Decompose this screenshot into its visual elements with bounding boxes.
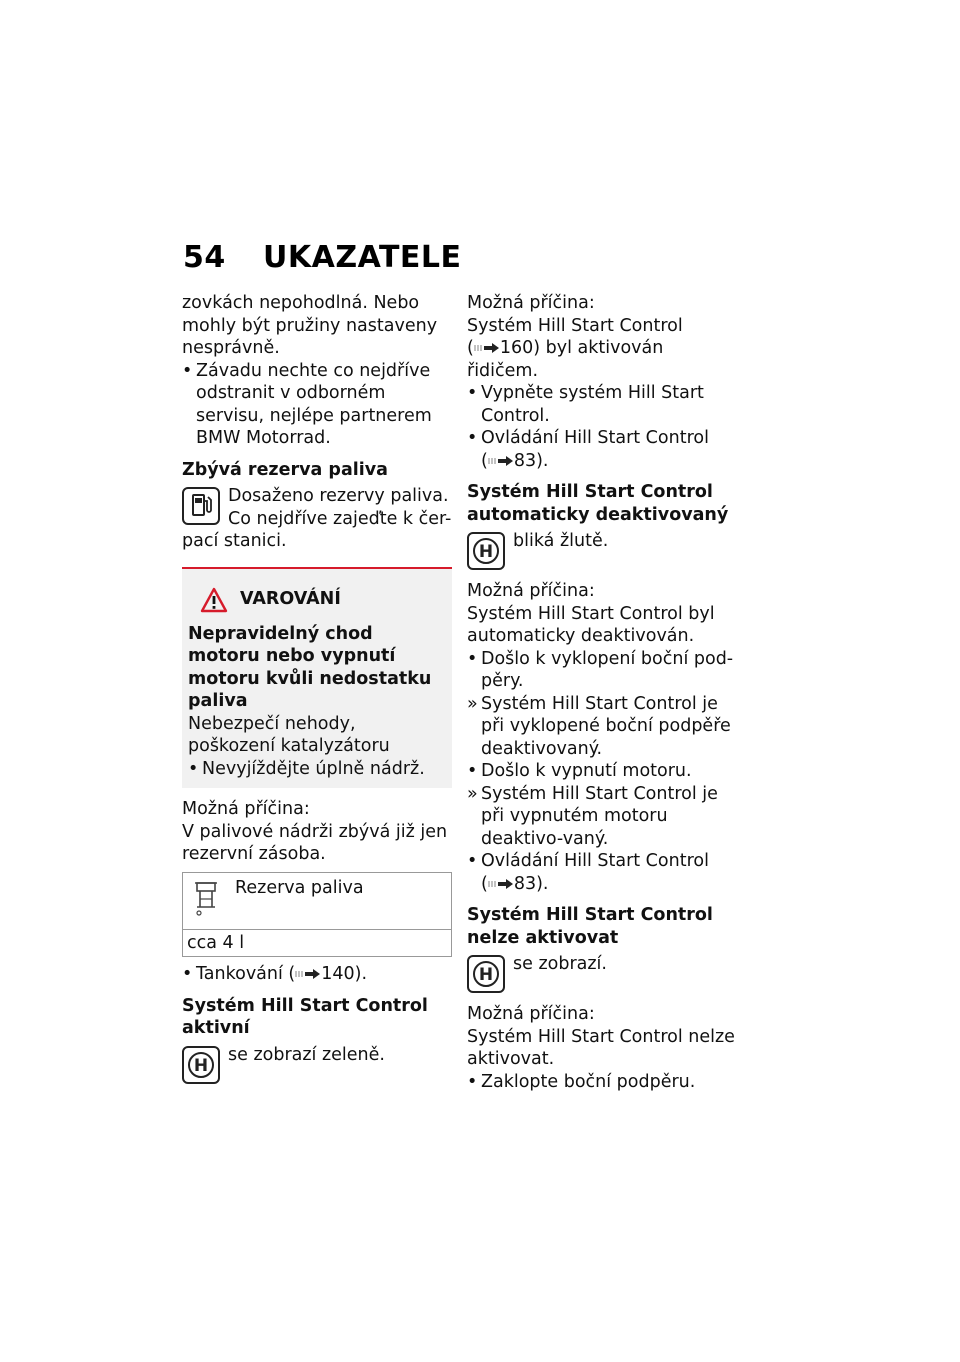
hsc-active-text: se zobrazí zeleně. xyxy=(228,1044,385,1065)
cannot-text: se zobrazí. xyxy=(513,954,607,974)
intro-bullet: • Závadu nechte co nejdříve odstranit v odborném servisu, nejlépe partnerem BMW Motorrad. xyxy=(182,360,452,450)
refuel-text: Tankování ( xyxy=(196,964,296,984)
hsc-active-row xyxy=(182,1044,452,1084)
reserve-line-1: Dosaženo rezervy paliva. xyxy=(228,486,449,506)
spec-row-label xyxy=(183,873,451,930)
auto-text: bliká žlutě. xyxy=(513,531,609,551)
warning-header xyxy=(200,587,444,613)
svg-text:H: H xyxy=(193,1055,209,1076)
page-reference-arrow-icon xyxy=(488,455,514,467)
cause-text: V palivové nádrži zbývá již jen rezervní zásoba. xyxy=(182,821,448,864)
spec-label: Rezerva paliva xyxy=(235,877,364,898)
warning-box xyxy=(182,567,452,789)
left-column xyxy=(182,292,452,1084)
cause3-label: Možná příčina: xyxy=(467,1004,595,1024)
warning-bullet: • Nevyjíždějte úplně nádrž. xyxy=(188,758,444,781)
cause2-bullet3 xyxy=(467,850,737,895)
warning-label: VAROVÁNÍ xyxy=(240,589,341,610)
page-number: 54 xyxy=(183,240,226,275)
cause2-result2: » Systém Hill Start Control je při vypnutém motoru deaktivo-vaný. xyxy=(467,783,737,851)
cause3-bullet: • Zaklopte boční podpěru. xyxy=(467,1071,737,1094)
paren-open: ( xyxy=(467,338,474,358)
reserve-line-3: pací stanici. xyxy=(182,531,287,551)
hill-start-h-icon xyxy=(467,955,505,993)
warning-text: Nebezpečí nehody, poškození katalyzátoru xyxy=(188,713,390,756)
spec-value: cca 4 l xyxy=(187,932,245,953)
hill-start-h-icon xyxy=(467,532,505,570)
svg-text:H: H xyxy=(478,542,494,562)
svg-text:H: H xyxy=(478,965,494,985)
cause-label: Možná příčina: xyxy=(182,799,310,819)
page-reference-arrow-icon xyxy=(474,342,500,354)
paren-open: ( xyxy=(481,873,488,894)
cause1-bullet1: • Vypněte systém Hill Start Control. xyxy=(467,382,737,427)
cause2-text: Systém Hill Start Control byl automaticky deaktivován. xyxy=(467,603,715,646)
reserve-line-2: Co nejdříve zajeďte k čer- xyxy=(228,508,452,529)
page-header xyxy=(183,240,462,275)
fuel-pump-icon xyxy=(182,487,220,525)
refuel-bullet xyxy=(182,963,452,986)
cause2-result1: » Systém Hill Start Control je při vyklopené boční podpěře deaktivovaný. xyxy=(467,693,737,761)
cause2-bullet3-page: 83). xyxy=(513,873,549,894)
page-reference-arrow-icon xyxy=(295,968,321,980)
section-title: UKAZATELE xyxy=(263,240,462,275)
hsc-active-heading: Systém Hill Start Control aktivní xyxy=(182,995,428,1038)
cause1-text-a: Systém Hill Start Control xyxy=(467,315,683,336)
cause2-label: Možná příčina: xyxy=(467,581,595,601)
cause2-bullet1: • Došlo k vyklopení boční pod-pěry. xyxy=(467,648,737,693)
cause1-label: Možná příčina: xyxy=(467,293,595,313)
auto-heading: Systém Hill Start Control automaticky deaktivovaný xyxy=(467,482,729,525)
auto-row xyxy=(467,530,737,570)
cause1-bullet2 xyxy=(467,427,737,472)
cannot-row xyxy=(467,953,737,993)
cause2-bullet3-text: Ovládání Hill Start Control xyxy=(481,851,709,871)
reserve-heading: Zbývá rezerva paliva xyxy=(182,459,388,480)
cause1-bullet2-page: 83). xyxy=(513,450,549,471)
right-column xyxy=(467,292,737,1093)
page-reference-arrow-icon xyxy=(488,878,514,890)
cause3-text: Systém Hill Start Control nelze aktivovat. xyxy=(467,1026,735,1069)
cause1-bullet2-text: Ovládání Hill Start Control xyxy=(481,428,709,448)
reserve-symbol-row xyxy=(182,485,452,530)
intro-text: zovkách nepohodlná. Nebo mohly být pružiny nastaveny nesprávně. xyxy=(182,293,438,358)
warning-triangle-icon xyxy=(200,587,228,613)
cannot-heading: Systém Hill Start Control nelze aktivovat xyxy=(467,905,713,948)
fuel-tank-icon xyxy=(187,877,225,917)
warning-title: Nepravidelný chod motoru nebo vypnutí motoru kvůli nedostatku paliva xyxy=(188,623,432,711)
cause2-bullet2: • Došlo k vypnutí motoru. xyxy=(467,760,737,783)
paren-open: ( xyxy=(481,450,488,471)
spec-table xyxy=(182,872,452,958)
cause1-text-b xyxy=(467,337,737,382)
refuel-page: 140). xyxy=(321,964,368,984)
hill-start-h-icon xyxy=(182,1046,220,1084)
cause1-ref-text: 160) byl aktivován řidičem. xyxy=(467,338,664,381)
